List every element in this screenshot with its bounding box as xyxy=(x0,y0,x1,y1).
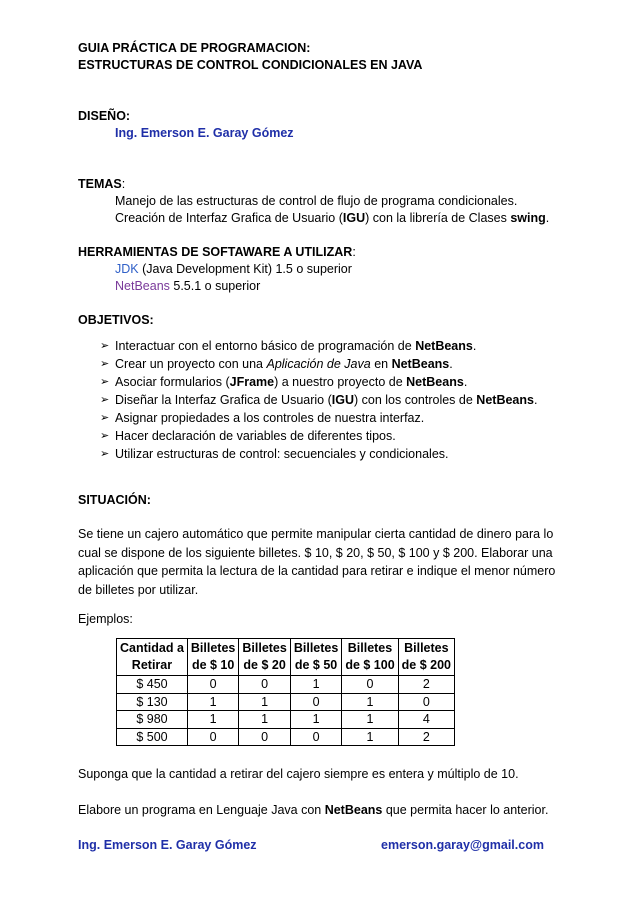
table-cell: 1 xyxy=(239,711,290,729)
table-cell: 4 xyxy=(398,711,454,729)
doc-title-line1: GUIA PRÁCTICA DE PROGRAMACION: xyxy=(78,41,311,55)
table-cell: 0 xyxy=(187,728,238,746)
arrow-bullet-icon: ➢ xyxy=(100,448,110,460)
topic-item-2-swing: swing xyxy=(510,211,546,225)
objectives-list xyxy=(78,337,578,463)
situation-line-1: Se tiene un cajero automático que permite manipular cierta cantidad de dinero para lo xyxy=(78,527,554,541)
table-cell: 0 xyxy=(398,693,454,711)
situation-paragraph xyxy=(78,525,578,599)
objective-item xyxy=(100,427,578,445)
objective-item xyxy=(100,337,578,355)
table-cell: 1 xyxy=(239,693,290,711)
situation-heading: SITUACIÓN: xyxy=(78,493,151,507)
table-cell: $ 980 xyxy=(117,711,188,729)
footer-email: emerson.garay@gmail.com xyxy=(381,838,544,852)
table-cell: 1 xyxy=(342,728,398,746)
objective-text: IGU xyxy=(331,393,354,407)
tool-jdk-desc: (Java Development Kit) 1.5 o superior xyxy=(138,262,352,276)
situation-line-4: de billetes por utilizar. xyxy=(78,582,199,597)
table-header-text: de $ 50 xyxy=(294,658,338,672)
objective-text: Aplicación de Java xyxy=(266,357,371,371)
table-cell: 0 xyxy=(290,728,341,746)
objective-text: . xyxy=(533,393,538,407)
objective-text: en xyxy=(370,357,392,371)
objective-text: ) con los controles de xyxy=(354,393,477,407)
table-row xyxy=(117,711,455,729)
table-header-text: de $ 10 xyxy=(191,658,235,672)
table-header-cell xyxy=(342,639,398,676)
objective-text: Asociar formularios ( xyxy=(115,375,230,389)
table-header-row xyxy=(117,639,455,676)
table-header-text: de $ 20 xyxy=(243,658,286,672)
objective-text: . xyxy=(449,357,453,371)
table-header-text: Billetes xyxy=(404,641,449,655)
objective-text: JFrame xyxy=(229,375,275,389)
table-cell: 2 xyxy=(398,728,454,746)
design-heading: DISEÑO: xyxy=(78,109,131,123)
objective-text: NetBeans xyxy=(391,357,450,371)
table-cell: 1 xyxy=(342,693,398,711)
assumption-note: Suponga que la cantidad a retirar del cajero siempre es entera y múltiplo de 10. xyxy=(78,767,519,781)
table-cell: 1 xyxy=(290,711,341,729)
table-header-cell xyxy=(290,639,341,676)
table-row xyxy=(117,693,455,711)
objectives-heading: OBJETIVOS: xyxy=(78,313,154,327)
table-cell: $ 130 xyxy=(117,693,188,711)
tool-jdk-name: JDK xyxy=(115,262,139,276)
topic-item-2-period: . xyxy=(545,211,550,225)
page-footer xyxy=(78,838,558,852)
tool-netbeans xyxy=(78,278,578,295)
topics-colon: : xyxy=(121,177,126,191)
design-author: Ing. Emerson E. Garay Gómez xyxy=(115,126,294,140)
objective-text: Crear un proyecto con una xyxy=(115,357,267,371)
arrow-bullet-icon: ➢ xyxy=(100,412,110,424)
arrow-bullet-icon: ➢ xyxy=(100,376,110,388)
task-statement xyxy=(78,802,578,819)
topic-item-1: Manejo de las estructuras de control de flujo de programa condicionales. xyxy=(115,194,518,208)
topic-item-2-text-a: Creación de Interfaz Grafica de Usuario ( xyxy=(115,211,343,225)
table-cell: 1 xyxy=(342,711,398,729)
table-cell: 0 xyxy=(239,728,290,746)
arrow-bullet-icon: ➢ xyxy=(100,394,110,406)
table-header-text: Retirar xyxy=(131,658,173,672)
table-cell: 2 xyxy=(398,676,454,694)
tools-heading: HERRAMIENTAS DE SOFTAWARE A UTILIZAR xyxy=(78,245,353,259)
table-header-cell xyxy=(239,639,290,676)
objective-text: NetBeans xyxy=(476,393,534,407)
document-page xyxy=(78,40,578,819)
topics-heading: TEMAS xyxy=(78,177,122,191)
table-row xyxy=(117,676,455,694)
table-cell: $ 500 xyxy=(117,728,188,746)
examples-label: Ejemplos: xyxy=(78,612,133,626)
table-body xyxy=(117,676,455,746)
situation-line-2: cual se dispone de los siguiente billetes. $ 10, $ 20, $ 50, $ 100 y $ 200. Elaborar una xyxy=(78,545,553,560)
objective-item xyxy=(100,391,578,409)
table-cell: 0 xyxy=(187,676,238,694)
objective-item xyxy=(100,445,578,463)
table-header-cell xyxy=(398,639,454,676)
arrow-bullet-icon: ➢ xyxy=(100,358,110,370)
table-cell: 1 xyxy=(290,676,341,694)
tool-netbeans-name: NetBeans xyxy=(115,279,170,293)
objective-text: Utilizar estructuras de control: secuenciales y condicionales. xyxy=(115,447,449,461)
table-header-text: de $ 200 xyxy=(401,658,451,672)
table-cell: 0 xyxy=(239,676,290,694)
objective-text: Hacer declaración de variables de diferentes tipos. xyxy=(115,429,396,443)
objective-item xyxy=(100,355,578,373)
objective-text: NetBeans xyxy=(406,375,464,389)
table-cell: 1 xyxy=(187,711,238,729)
table-header-text: Billetes xyxy=(347,641,393,655)
task-text-c: que permita hacer lo anterior. xyxy=(382,803,549,817)
table-cell: $ 450 xyxy=(117,676,188,694)
task-text-a: Elabore un programa en Lenguaje Java con xyxy=(78,803,325,817)
objective-text: Interactuar con el entorno básico de programación de xyxy=(115,339,416,353)
task-netbeans: NetBeans xyxy=(324,803,383,817)
objective-text: . xyxy=(472,339,477,353)
table-header-text: Billetes xyxy=(242,641,287,655)
table-cell: 1 xyxy=(187,693,238,711)
table-header-cell xyxy=(117,639,188,676)
objective-text: ) a nuestro proyecto de xyxy=(274,375,407,389)
topic-item-2-text-c: ) con la librería de Clases xyxy=(365,211,511,225)
examples-table xyxy=(116,638,455,746)
table-cell: 0 xyxy=(290,693,341,711)
arrow-bullet-icon: ➢ xyxy=(100,430,110,442)
objective-item xyxy=(100,409,578,427)
situation-line-3: aplicación que permita la lectura de la cantidad para retirar e indique el menor número xyxy=(78,564,556,578)
objective-text: Diseñar la Interfaz Grafica de Usuario ( xyxy=(115,393,332,407)
footer-author: Ing. Emerson E. Garay Gómez xyxy=(78,838,257,852)
objective-item xyxy=(100,373,578,391)
objective-text: . xyxy=(463,375,468,389)
topics-heading-line xyxy=(78,176,578,193)
table-header-text: Billetes xyxy=(190,641,236,655)
table-header-text: Cantidad a xyxy=(120,641,184,655)
arrow-bullet-icon: ➢ xyxy=(100,340,110,352)
table-header-text: de $ 100 xyxy=(345,658,395,672)
topic-item-2-igu: IGU xyxy=(342,211,366,225)
tools-heading-line xyxy=(78,244,578,261)
topic-item-2 xyxy=(78,210,578,227)
table-header-cell xyxy=(187,639,238,676)
doc-title-line2: ESTRUCTURAS DE CONTROL CONDICIONALES EN JAVA xyxy=(78,58,423,72)
table-cell: 0 xyxy=(342,676,398,694)
table-header-text: Billetes xyxy=(293,641,339,655)
table-row xyxy=(117,728,455,746)
tool-netbeans-desc: 5.5.1 o superior xyxy=(169,279,261,293)
tool-jdk xyxy=(78,261,578,278)
objective-text: Asignar propiedades a los controles de nuestra interfaz. xyxy=(115,411,425,425)
objective-text: NetBeans xyxy=(415,339,473,353)
tools-colon: : xyxy=(352,245,356,259)
